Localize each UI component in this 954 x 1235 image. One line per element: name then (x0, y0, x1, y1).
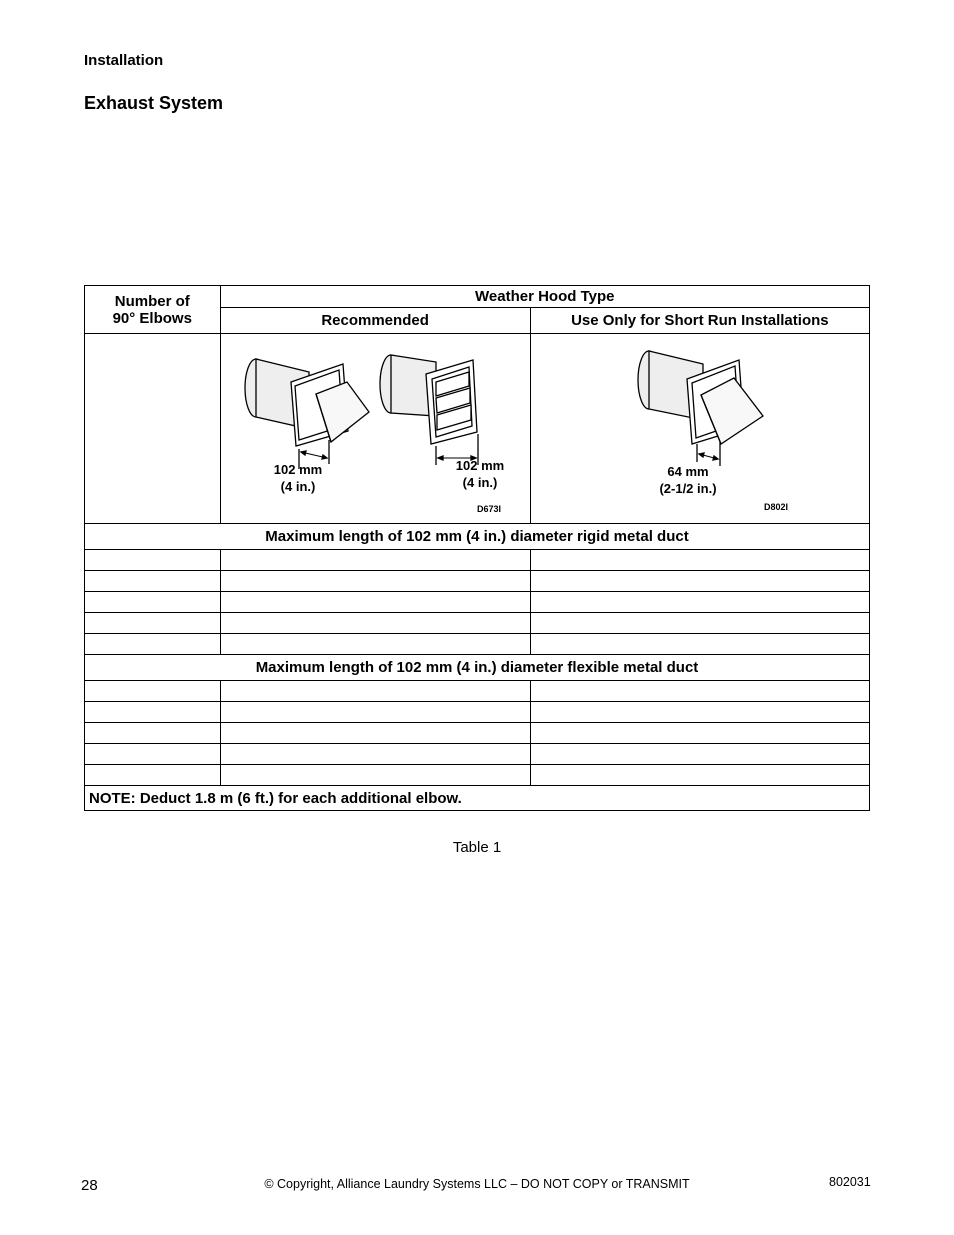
rigid-duct-title: Maximum length of 102 mm (4 in.) diameter rigid metal duct (85, 524, 870, 550)
table-caption: Table 1 (452, 839, 502, 856)
hood2-dim-mm: 102 mm (455, 458, 504, 473)
table-note: NOTE: Deduct 1.8 m (6 ft.) for each additional elbow. (85, 786, 870, 811)
recommended-hoods-figure (220, 334, 530, 524)
page-heading: Exhaust System (84, 93, 224, 113)
table-row (85, 723, 870, 744)
hood2-dim-in: (4 in.) (462, 475, 497, 490)
copyright-notice: © Copyright, Alliance Laundry Systems LLC – DO NOT COPY or TRANSMIT (264, 1177, 690, 1191)
figure-code: D802I (763, 502, 788, 512)
table-row (85, 765, 870, 786)
empty-cell (85, 334, 221, 524)
table-row (85, 571, 870, 592)
short-run-hood-illustration (531, 334, 869, 519)
elbows-header-label: Number of 90° Elbows (112, 292, 192, 327)
table-row (85, 681, 870, 702)
recommended-header: Recommended (220, 308, 530, 334)
louvered-hood-icon (380, 355, 478, 465)
figure-code: D673I (476, 504, 501, 514)
hood1-dim-in: (4 in.) (280, 479, 315, 494)
table-row (85, 744, 870, 765)
exhaust-table (84, 285, 870, 811)
weather-hood-icon (245, 359, 369, 469)
weather-hood-icon (638, 351, 763, 466)
hood-type-header: Weather Hood Type (220, 286, 869, 308)
table-row (85, 613, 870, 634)
section-label: Installation (84, 52, 164, 69)
hood3-dim-mm: 64 mm (667, 464, 709, 479)
short-run-hood-figure (530, 334, 869, 524)
short-run-header: Use Only for Short Run Installations (530, 308, 869, 334)
elbows-header (85, 286, 221, 334)
table-row (85, 634, 870, 655)
page-number: 28 (81, 1177, 98, 1194)
hood3-dim-in: (2-1/2 in.) (659, 481, 717, 496)
table-row (85, 702, 870, 723)
hood1-dim-mm: 102 mm (273, 462, 322, 477)
document-number: 802031 (829, 1175, 871, 1189)
recommended-hoods-illustration (221, 334, 530, 519)
table-row (85, 550, 870, 571)
flexible-duct-title: Maximum length of 102 mm (4 in.) diameter flexible metal duct (85, 655, 870, 681)
table-row (85, 592, 870, 613)
